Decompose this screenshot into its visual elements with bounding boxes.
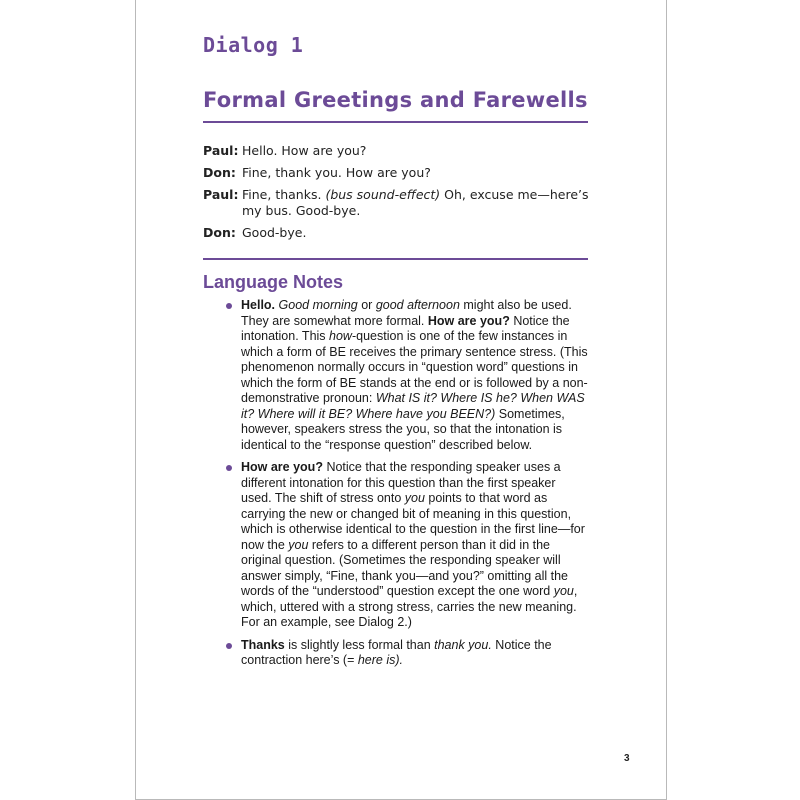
language-note [222,638,588,669]
note-text-segment: you [404,491,425,505]
section-title-language-notes: Language Notes [203,272,344,292]
note-text-segment: How are you? [241,460,323,474]
speaker-name: Don: [203,165,236,180]
note-text-segment: What IS it? Where IS he? When WAS it? Where will it BE? Where have you BEEN?) [241,391,585,421]
bullet-icon [226,465,232,471]
note-text-segment: thank you. [434,637,492,652]
language-notes-list [222,298,588,676]
speaker-name: Don: [203,225,236,240]
dialog-line [203,187,593,219]
note-text-segment: or [357,298,376,312]
speech-text-part: Fine, thanks. [242,187,322,202]
language-note [222,298,588,453]
note-text-segment: points to that word as carrying the new or changed bit of meaning in this question, which is otherwise identical to the question in the first line—for now the [241,491,585,552]
page-title: Formal Greetings and Farewells [203,88,588,112]
note-text-segment: Thanks [241,637,285,652]
note-text-segment: How are you? [427,313,510,328]
note-text-segment: -question is one of the few instances in which a form of BE receives the primary sentence stress. (This phenomenon normally occurs in “question word” questions in which the form of BE stands at the end or is followed by a non-demonstrative pronoun: [241,329,588,405]
speech-text: Good-bye. [242,225,307,240]
note-text-segment: refers to a different person than it did in the original question. (Sometimes the responding speaker will answer simply, “Fine, thank you—and you?” omitting all the words of the “understood” question except the one word [241,537,569,598]
title-rule [203,121,588,123]
note-text-segment: might also be used. They are somewhat more formal. [241,298,572,328]
note-text-segment: you [553,584,574,598]
section-rule [203,258,588,260]
dialog-line [203,225,593,241]
language-note [222,460,588,631]
stage-direction: (bus sound-effect) [325,187,441,202]
note-text-segment: Notice that the responding speaker uses a different intonation for this question than the first speaker used. The shift of stress onto [241,460,561,505]
note-text-segment: good afternoon [375,298,460,312]
note-text-segment: is slightly less formal than [284,637,435,652]
note-text-segment: how [329,329,352,343]
speaker-name: Paul: [203,187,239,202]
note-text-segment: , which, uttered with a strong stress, carries the new meaning. For an example, see Dialog 2.) [241,584,578,629]
dialog-label: Dialog 1 [203,33,304,57]
speech-text: Hello. How are you? [242,143,367,158]
dialog-line [203,165,593,181]
dialog-transcript [203,143,593,247]
bullet-icon [226,643,232,649]
note-text-segment: Hello. [241,298,276,312]
dialog-line [203,143,593,159]
bullet-icon [226,303,232,309]
note-text-segment: Sometimes, however, speakers stress the you, so that the intonation is identical to the “response question” described below. [241,406,565,452]
speech-text [242,187,593,219]
speech-text-part: Oh, excuse me—here’s my bus. Good-bye. [242,187,589,218]
note-text-segment: Good morning [278,298,358,312]
speaker-name: Paul: [203,143,239,158]
speech-text: Fine, thank you. How are you? [242,165,431,180]
note-text-segment: you [288,537,309,552]
note-text-segment: Notice the contraction here’s (= [241,637,552,667]
note-text-segment: here is). [357,653,404,667]
page-number: 3 [624,753,630,764]
note-text-segment: Notice the intonation. This [241,313,570,343]
